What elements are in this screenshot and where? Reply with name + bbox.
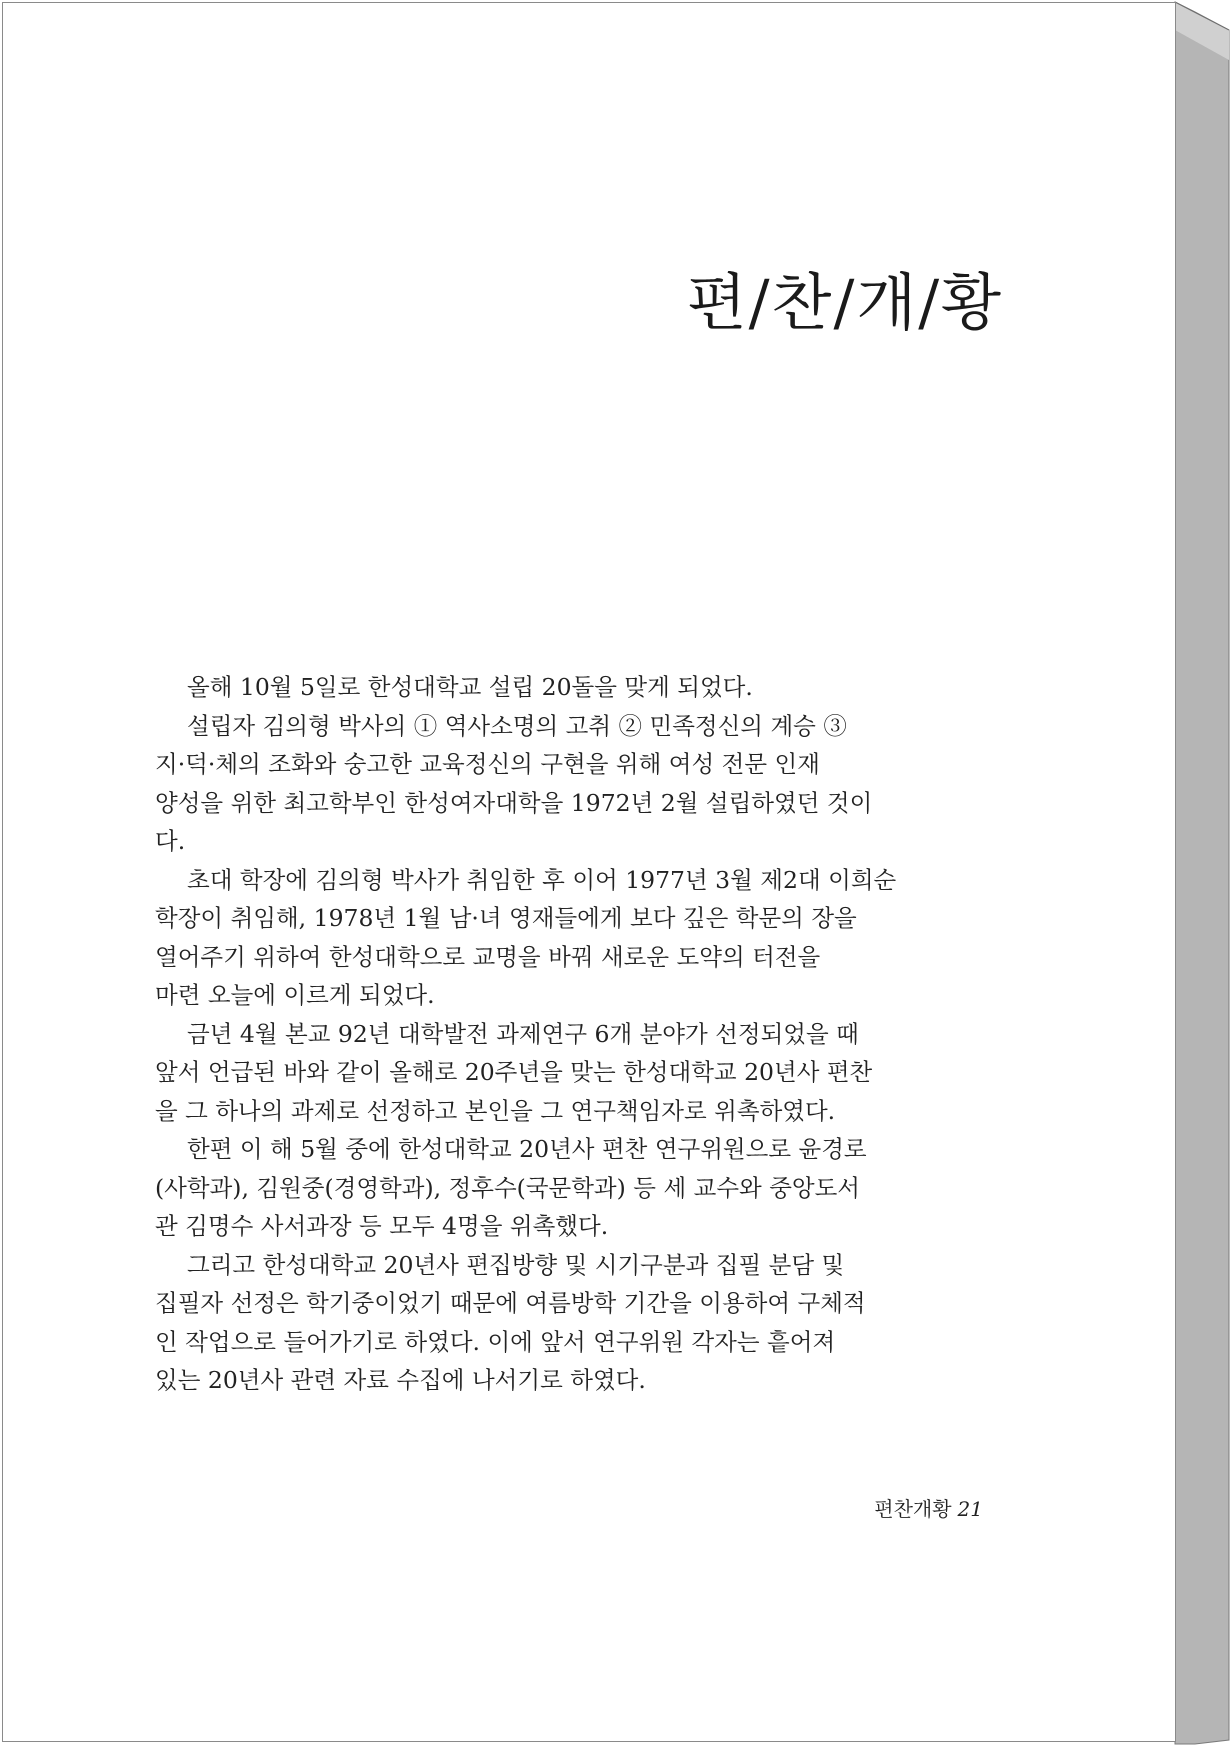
- text-line: (사학과), 김원중(경영학과), 정후수(국문학과) 등 세 교수와 중앙도서: [155, 1173, 860, 1202]
- text-line: 올해 10월 5일로 한성대학교 설립 20돌을 맞게 되었다.: [187, 673, 753, 701]
- text-line: 한편 이 해 5월 중에 한성대학교 20년사 편찬 연구위원으로 윤경로: [187, 1135, 867, 1163]
- text-line: 설립자 김의형 박사의 ① 역사소명의 고취 ② 민족정신의 계승 ③: [187, 711, 847, 740]
- paragraph: [155, 1130, 985, 1246]
- text-line: 금년 4월 본교 92년 대학발전 과제연구 6개 분야가 선정되었을 때: [187, 1019, 859, 1048]
- body-text: [155, 668, 985, 1400]
- text-line: 학장이 취임해, 1978년 1월 남·녀 영재들에게 보다 깊은 학문의 장을: [155, 904, 857, 932]
- document-page: [2, 2, 1176, 1742]
- text-line: 양성을 위한 최고학부인 한성여자대학을 1972년 2월 설립하였던 것이: [155, 788, 873, 817]
- footer-section-title: 편찬개황: [874, 1497, 952, 1521]
- paragraph: [155, 861, 985, 1015]
- text-line: 관 김명수 사서과장 등 모두 4명을 위촉했다.: [155, 1212, 609, 1240]
- page-number: 21: [957, 1497, 983, 1521]
- text-line: 인 작업으로 들어가기로 하였다. 이에 앞서 연구위원 각자는 흩어져: [155, 1327, 836, 1356]
- text-line: 마련 오늘에 이르게 되었다.: [155, 981, 435, 1009]
- text-line: 초대 학장에 김의형 박사가 취임한 후 이어 1977년 3월 제2대 이희순: [187, 865, 897, 894]
- paragraph: [155, 668, 985, 707]
- text-line: 앞서 언급된 바와 같이 올해로 20주년을 맞는 한성대학교 20년사 편찬: [155, 1058, 873, 1086]
- paragraph: [155, 1246, 985, 1400]
- text-line: 지·덕·체의 조화와 숭고한 교육정신의 구현을 위해 여성 전문 인재: [155, 750, 820, 778]
- text-line: 그리고 한성대학교 20년사 편집방향 및 시기구분과 집필 분담 및: [187, 1250, 845, 1279]
- paragraph: [155, 1015, 985, 1131]
- page-footer: [823, 1493, 983, 1522]
- text-line: 을 그 하나의 과제로 선정하고 본인을 그 연구책임자로 위촉하였다.: [155, 1096, 836, 1125]
- page-title: 편/찬/개/황: [686, 266, 1003, 339]
- text-line: 있는 20년사 관련 자료 수집에 나서기로 하였다.: [155, 1366, 646, 1394]
- text-line: 열어주기 위하여 한성대학으로 교명을 바꿔 새로운 도약의 터전을: [155, 942, 821, 971]
- text-line: 집필자 선정은 학기중이었기 때문에 여름방학 기간을 이용하여 구체적: [155, 1289, 866, 1317]
- text-line: 다.: [155, 827, 186, 855]
- paragraph: [155, 707, 985, 861]
